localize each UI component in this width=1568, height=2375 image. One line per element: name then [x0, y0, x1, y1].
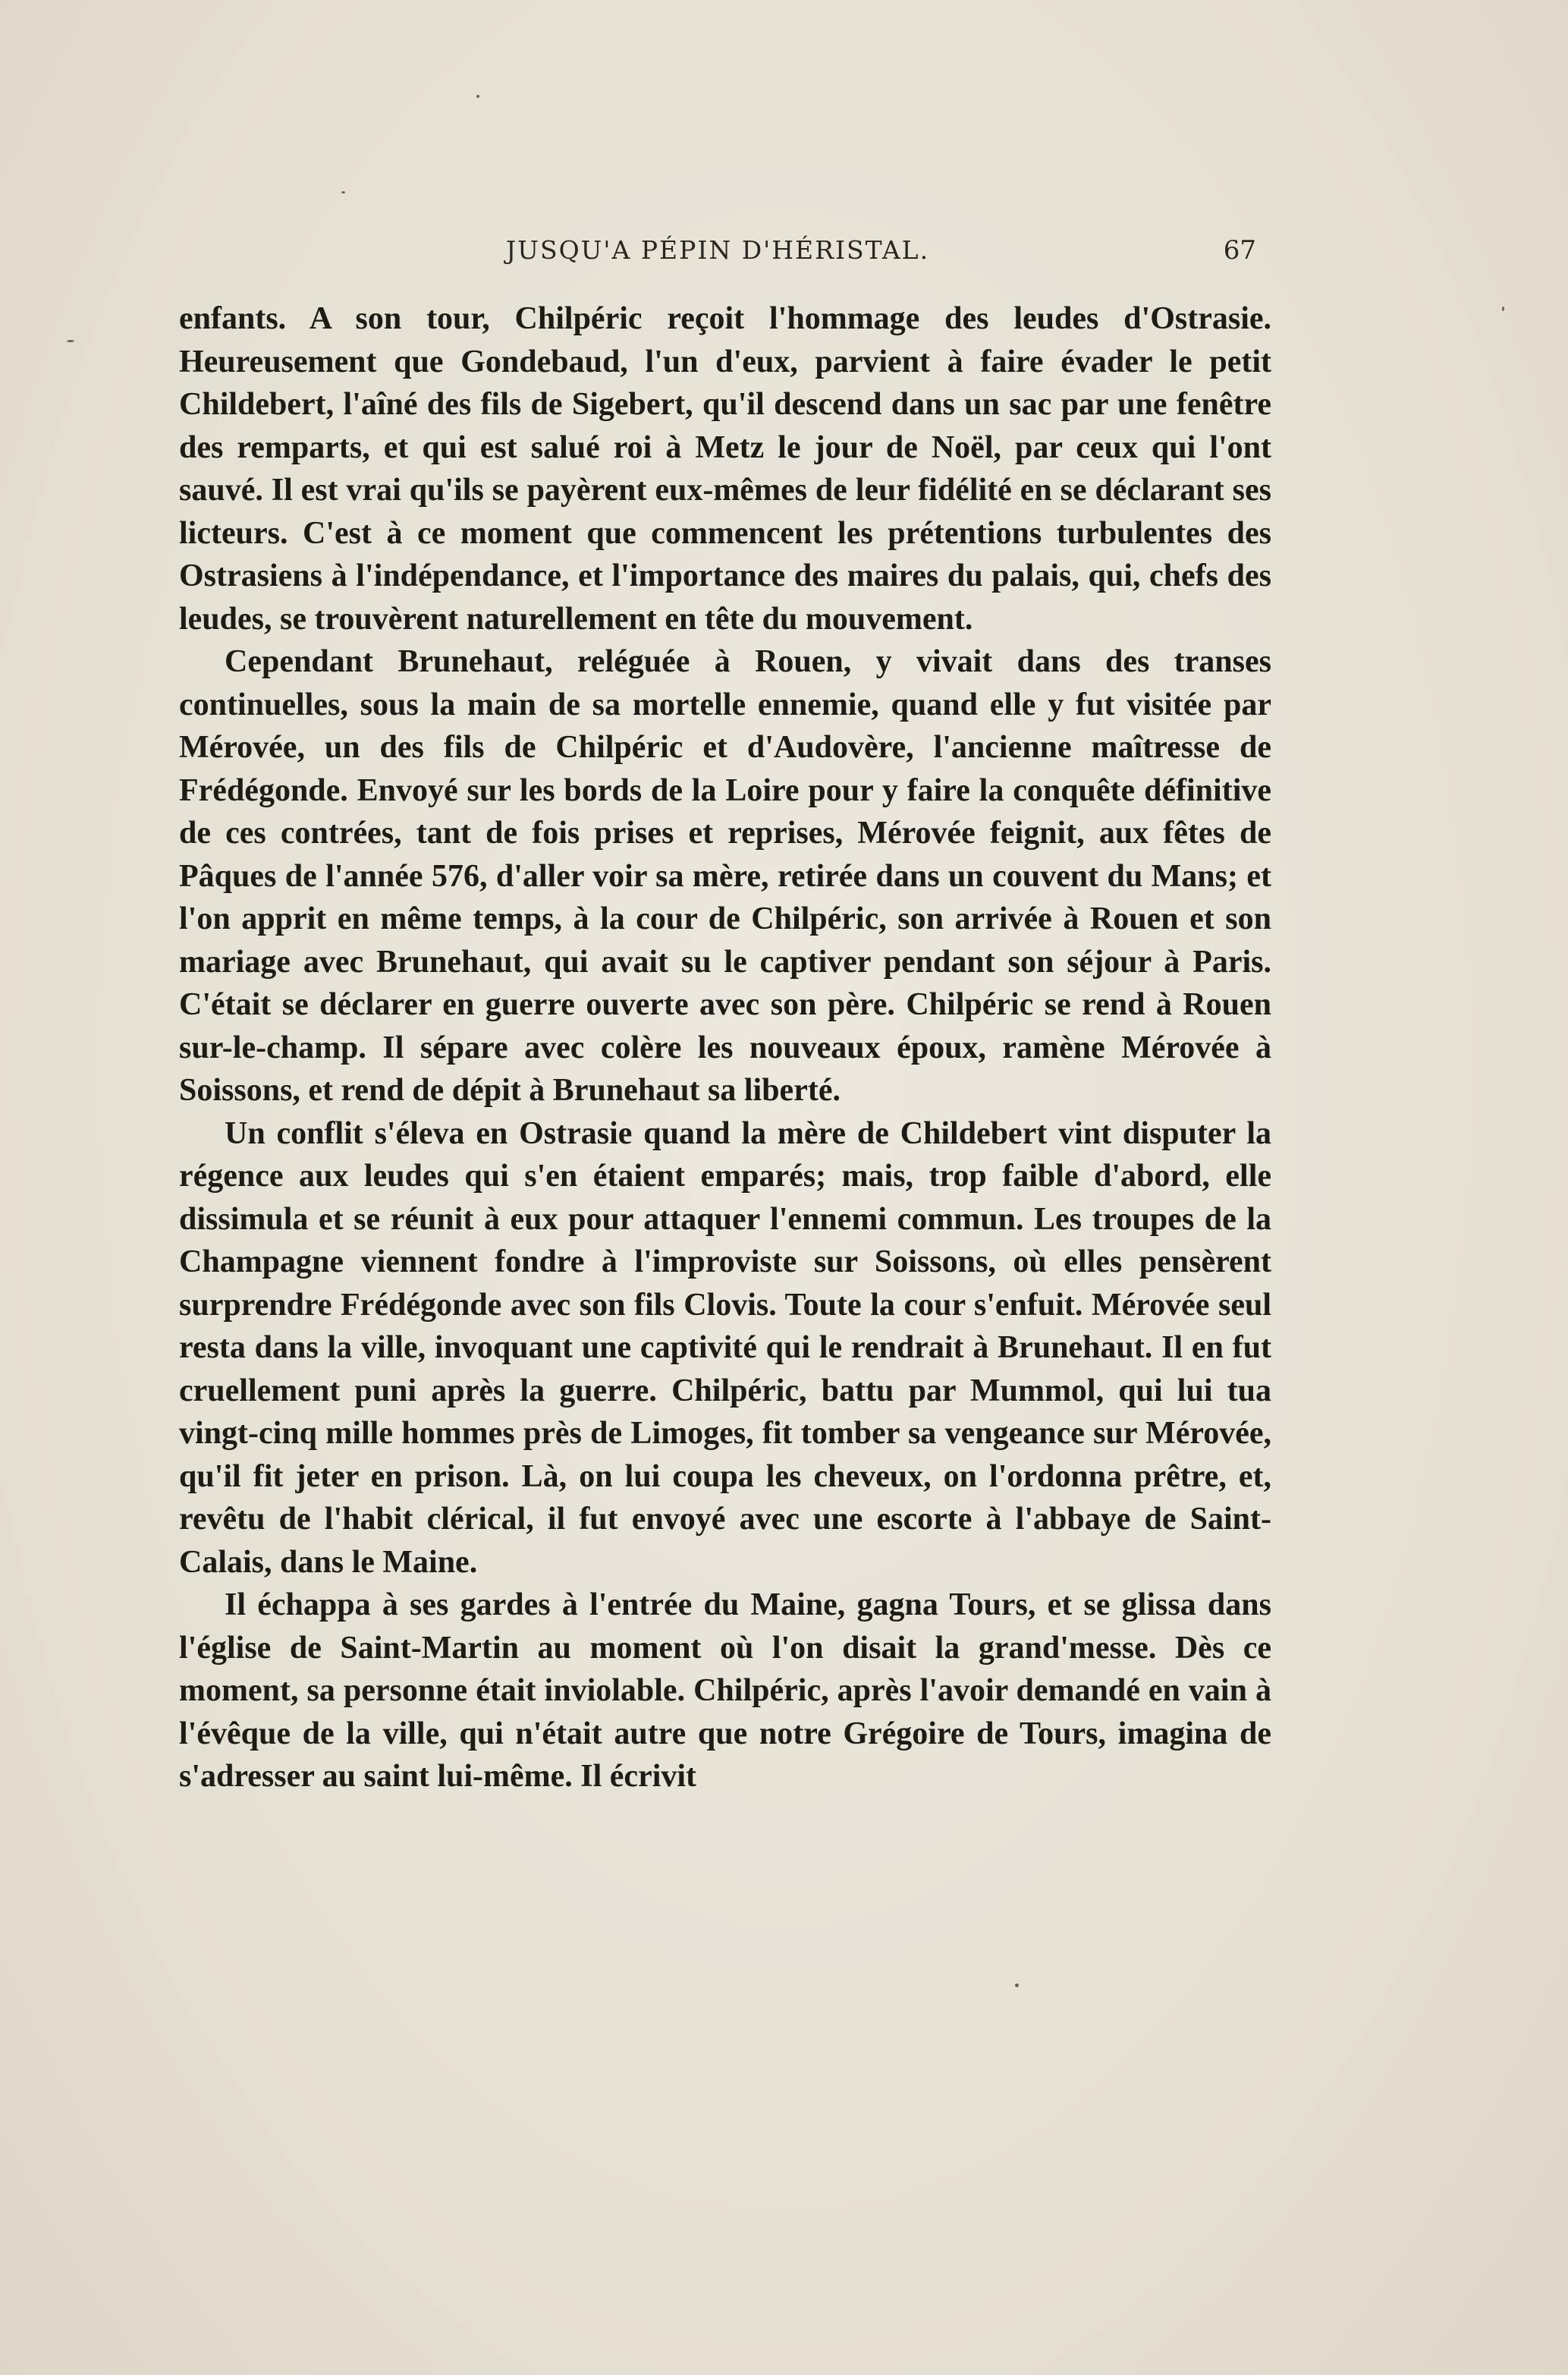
- paragraph-3: Un conflit s'éleva en Ostrasie quand la mère de Childebert vint disputer la régence aux leudes qui s'en étaient emparés; mais, trop faible d'abord, elle dissimula et se réunit à eux pour attaquer l'ennemi commun. Les troupes de la Champagne viennent fondre à l'improviste sur Soissons, où elles pensèrent surprendre Frédégonde avec son fils Clovis. Toute la cour s'enfuit. Mérovée seul resta dans la ville, invoquant une captivité qui le rendrait à Brunehaut. Il en fut cruellement puni après la guerre. Chilpéric, battu par Mummol, qui lui tua vingt-cinq mille hommes près de Limoges, fit tomber sa vengeance sur Mérovée, qu'il fit jeter en prison. Là, on lui coupa les cheveux, on l'ordonna prêtre, et, revêtu de l'habit clérical, il fut envoyé avec une escorte à l'abbaye de Saint-Calais, dans le Maine.: [179, 1115, 1271, 1580]
- paper-speck: [1015, 1983, 1019, 1987]
- running-head: [179, 228, 1256, 273]
- page-number: 67: [1223, 235, 1256, 266]
- paper-speck: [341, 191, 345, 193]
- paragraph-1: enfants. A son tour, Chilpéric reçoit l'hommage des leudes d'Ostrasie. Heureusement que Gondebaud, l'un d'eux, parvient à faire évader le petit Childebert, l'aîné des fils de Sigebert, qu'il descend dans un sac par une fenêtre des remparts, et qui est salué roi à Metz le jour de Noël, par ceux qui l'ont sauvé. Il est vrai qu'ils se payèrent eux-mêmes de leur fidélité en se déclarant ses licteurs. C'est à ce moment que commencent les prétentions turbulentes des Ostrasiens à l'indépendance, et l'importance des maires du palais, qui, chefs des leudes, se trouvèrent naturellement en tête du mouvement.: [179, 301, 1271, 637]
- paragraph-4: Il échappa à ses gardes à l'entrée du Maine, gagna Tours, et se glissa dans l'église de Saint-Martin au moment où l'on disait la grand'messe. Dès ce moment, sa personne était inviolable. Chilpéric, après l'avoir demandé en vain à l'évêque de la ville, qui n'était autre que notre Grégoire de Tours, imagina de s'adresser au saint lui-même. Il écrivit: [179, 1587, 1271, 1794]
- paper-speck: [476, 95, 479, 98]
- body-text: [179, 297, 1271, 1798]
- paper-speck: [1502, 307, 1504, 311]
- paper-speck: [67, 340, 74, 342]
- running-title: JUSQU'A PÉPIN D'HÉRISTAL.: [505, 235, 930, 265]
- paragraph-2: Cependant Brunehaut, reléguée à Rouen, y vivait dans des transes continuelles, sous la main de sa mortelle ennemie, quand elle y fut visitée par Mérovée, un des fils de Chilpéric et d'Audovère, l'ancienne maîtresse de Frédégonde. Envoyé sur les bords de la Loire pour y faire la conquête définitive de ces contrées, tant de fois prises et reprises, Mérovée feignit, aux fêtes de Pâques de l'année 576, d'aller voir sa mère, retirée dans un couvent du Mans; et l'on apprit en même temps, à la cour de Chilpéric, son arrivée à Rouen et son mariage avec Brunehaut, qui avait su le captiver pendant son séjour à Paris. C'était se déclarer en guerre ouverte avec son père. Chilpéric se rend à Rouen sur-le-champ. Il sépare avec colère les nouveaux époux, ramène Mérovée à Soissons, et rend de dépit à Brunehaut sa liberté.: [179, 644, 1271, 1108]
